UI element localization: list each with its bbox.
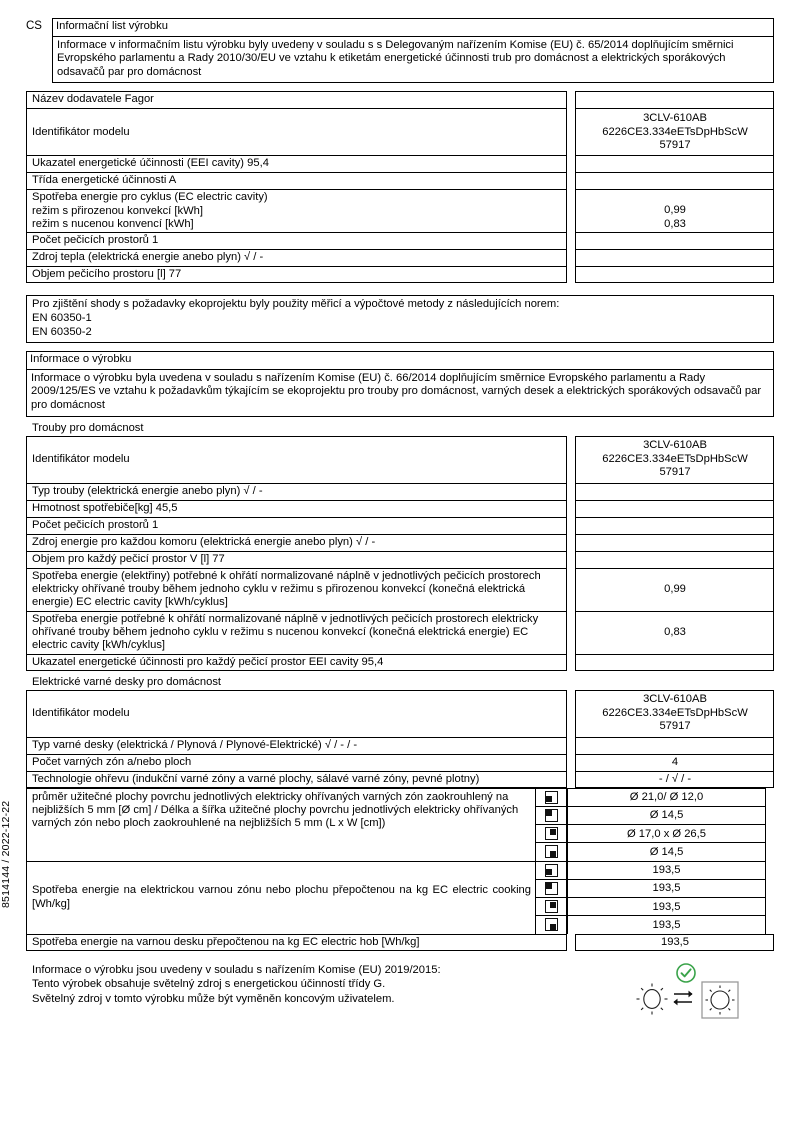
zone-icon-cell bbox=[535, 897, 567, 915]
diameter-value: Ø 21,0/ Ø 12,0 bbox=[567, 788, 766, 806]
zone-bottom-right-icon bbox=[545, 845, 558, 858]
oven-cavities-value-cell bbox=[575, 517, 774, 534]
volume-value-cell bbox=[575, 266, 774, 283]
forced-convection-value: 0,83 bbox=[664, 217, 686, 230]
oven-natural-convection-value: 0,99 bbox=[575, 568, 774, 611]
fiche-table-hobs bbox=[26, 690, 774, 788]
header-title: Informační list výrobku bbox=[52, 18, 774, 37]
model-line-2: 6226CE3.334eETsDpHbScW bbox=[602, 706, 748, 719]
exchange-arrows-icon bbox=[673, 990, 692, 1005]
oven-energy-source-value-cell bbox=[575, 534, 774, 551]
hob-total-section bbox=[26, 934, 774, 951]
zone-bottom-right-icon bbox=[545, 918, 558, 931]
consumption-line-3: režim s nucenou konvencí [kWh] bbox=[32, 218, 194, 231]
oven-forced-convection-label: Spotřeba energie potřebné k ohřátí normalizované náplně v jednotlivých pečicích prostorech elektricky ohřívané trouby během jednoho cyklu v režimu s nucenou konvekcí (konečná elektrická energie) EC electric cavity [kWh/cyklus] bbox=[26, 611, 567, 654]
product-info-section-header bbox=[26, 351, 774, 416]
hob-model-identifier-label: Identifikátor modelu bbox=[26, 690, 567, 737]
document-code: 8514144 / 2022-12-22 bbox=[0, 800, 12, 908]
model-line-3: 57917 bbox=[659, 466, 691, 479]
zone-icon-cell bbox=[535, 824, 567, 842]
model-line-1: 3CLV-610AB bbox=[643, 693, 707, 706]
hob-model-identifier-value bbox=[575, 690, 774, 737]
column-gap bbox=[567, 934, 575, 951]
supplier-name-row: Název dodavatele Fagor bbox=[26, 91, 567, 108]
zone-icon-column-cooking bbox=[535, 861, 567, 934]
zone-icon-cell bbox=[535, 842, 567, 860]
class-value-cell bbox=[575, 172, 774, 189]
energy-consumption-label bbox=[26, 189, 567, 232]
oven-energy-source-row: Zdroj energie pro každou komoru (elektrická energie anebo plyn) √ / - bbox=[26, 534, 567, 551]
hob-diameter-section bbox=[26, 788, 774, 861]
zone-icon-cell bbox=[535, 915, 567, 933]
model-line-3: 57917 bbox=[659, 720, 691, 733]
zone-icon-cell bbox=[535, 788, 567, 806]
oven-type-row: Typ trouby (elektrická energie anebo plyn) √ / - bbox=[26, 483, 567, 500]
oven-volume-value-cell bbox=[575, 551, 774, 568]
footer-line-3: Světelný zdroj v tomto výrobku může být vyměněn koncovým uživatelem. bbox=[32, 992, 395, 1005]
language-tag: CS bbox=[26, 20, 42, 32]
supplier-value-cell bbox=[575, 91, 774, 108]
product-info-paragraph: Informace o výrobku byla uvedena v souladu s nařízením Komise (EU) č. 66/2014 doplňujícím směrnice Evropského parlamentu a Rady 2009/125/ES ve vztahu k požadavkům týkajícím se ekoprojektu pro trouby pro domácnost, varných desek a elektrických sporákových odsavačů par pro domácnost bbox=[26, 370, 774, 417]
standard-en-60350-2: EN 60350-2 bbox=[32, 325, 92, 338]
oven-forced-convection-value: 0,83 bbox=[575, 611, 774, 654]
fiche-table-ovens bbox=[26, 436, 774, 671]
eei-cavity-row: Ukazatel energetické účinnosti (EEI cavity) 95,4 bbox=[26, 155, 567, 172]
cooking-value: 193,5 bbox=[567, 879, 766, 897]
oven-type-value-cell bbox=[575, 483, 774, 500]
lamp-icon-left bbox=[637, 983, 668, 1014]
eei-value-cell bbox=[575, 155, 774, 172]
cooking-value: 193,5 bbox=[567, 915, 766, 933]
hob-zones-count-row: Počet varných zón a/nebo ploch bbox=[26, 754, 567, 771]
hob-total-label: Spotřeba energie na varnou desku přepočtenou na kg EC electric hob [Wh/kg] bbox=[26, 934, 567, 951]
cavities-value-cell bbox=[575, 232, 774, 249]
hob-cooking-label: Spotřeba energie na elektrickou varnou zónu nebo plochu přepočtenou na kg EC electric cooking [Wh/kg] bbox=[26, 861, 535, 934]
model-line-2: 6226CE3.334eETsDpHbScW bbox=[602, 452, 748, 465]
footer-line-2: Tento výrobek obsahuje světelný zdroj s energetickou účinností třídy G. bbox=[32, 978, 386, 991]
hobs-section-label: Elektrické varné desky pro domácnost bbox=[32, 675, 222, 688]
hob-technology-value: - / √ / - bbox=[575, 771, 774, 788]
hob-diameter-label: průměr užitečné plochy povrchu jednotlivých elektricky ohřívaných varných zón zaokrouhlený na nejbližších 5 mm [Ø cm] / Délka a šířka užitečné plochy povrchu jednotlivých elektricky ohřívaných varných zón nebo ploch zaokrouhlené na nejbližších 5 mm (L x W [cm]) bbox=[26, 788, 535, 861]
cavity-volume-row: Objem pečicího prostoru [l] 77 bbox=[26, 266, 567, 283]
hob-total-value: 193,5 bbox=[575, 934, 774, 951]
hob-type-value-cell bbox=[575, 737, 774, 754]
cooking-value: 193,5 bbox=[567, 861, 766, 879]
diameter-value: Ø 17,0 x Ø 26,5 bbox=[567, 824, 766, 842]
model-line-3: 57917 bbox=[659, 139, 691, 152]
standards-intro: Pro zjištění shody s požadavky ekoprojektu byly použity měřicí a výpočtové metody z následujících norem: bbox=[32, 298, 560, 311]
zone-top-right-icon bbox=[545, 827, 558, 840]
oven-natural-convection-label: Spotřeba energie (elektřiny) potřebné k ohřátí normalizované náplně v jednotlivých pečicích prostorech elektricky ohřívané trouby během jednoho cyklu v režimu s přirozenou konvekcí (konečná elektrická energie) EC electric cavity [kWh/cyklus] bbox=[26, 568, 567, 611]
oven-cavities-row: Počet pečicích prostorů 1 bbox=[26, 517, 567, 534]
oven-weight-value-cell bbox=[575, 500, 774, 517]
consumption-line-1: Spotřeba energie pro cyklus (EC electric cavity) bbox=[32, 191, 268, 204]
hob-cooking-values bbox=[567, 861, 766, 934]
column-gap bbox=[567, 436, 575, 671]
hob-technology-row: Technologie ohřevu (indukční varné zóny a varné plochy, sálavé varné zóny, pevné plotny) bbox=[26, 771, 567, 788]
cavities-count-row: Počet pečicích prostorů 1 bbox=[26, 232, 567, 249]
lamp-icon-right-boxed bbox=[702, 982, 738, 1018]
hob-diameter-values bbox=[567, 788, 766, 861]
diameter-value: Ø 14,5 bbox=[567, 842, 766, 860]
header-section bbox=[26, 18, 774, 83]
diameter-value: Ø 14,5 bbox=[567, 806, 766, 824]
zone-bottom-left-icon bbox=[545, 791, 558, 804]
fiche-table-1 bbox=[26, 91, 774, 283]
zone-icon-cell bbox=[535, 879, 567, 897]
model-line-2: 6226CE3.334eETsDpHbScW bbox=[602, 125, 748, 138]
document-body bbox=[26, 18, 774, 1023]
model-line-1: 3CLV-610AB bbox=[643, 111, 707, 124]
green-check-icon bbox=[677, 964, 695, 982]
model-line-1: 3CLV-610AB bbox=[643, 439, 707, 452]
footer-section bbox=[26, 963, 774, 1023]
model-identifier-label: Identifikátor modelu bbox=[26, 108, 567, 155]
heat-source-row: Zdroj tepla (elektrická energie anebo plyn) √ / - bbox=[26, 249, 567, 266]
zone-icon-column-diameter bbox=[535, 788, 567, 861]
hob-type-row: Typ varné desky (elektrická / Plynová / Plynové-Elektrické) √ / - / - bbox=[26, 737, 567, 754]
zone-top-left-icon bbox=[545, 882, 558, 895]
header-paragraph: Informace v informačním listu výrobku byly uvedeny v souladu s s Delegovaným nařízením Komise (EU) č. 65/2014 doplňujícím směrnici Evropského parlamentu a Rady 2010/30/EU ve vztahu k etiketám energetické účinnosti trub pro domácnost a elektrických sporákových odsavačů par pro domácnost bbox=[52, 37, 774, 84]
zone-icon-cell bbox=[535, 806, 567, 824]
column-gap bbox=[567, 690, 575, 788]
natural-convection-value: 0,99 bbox=[664, 204, 686, 217]
light-source-icon-group bbox=[614, 963, 774, 1023]
heat-source-value-cell bbox=[575, 249, 774, 266]
consumption-values-cell bbox=[575, 189, 774, 232]
replaceable-light-source-icon bbox=[624, 963, 764, 1021]
consumption-line-2: režim s přirozenou konvekcí [kWh] bbox=[32, 204, 203, 217]
hob-cooking-section bbox=[26, 861, 774, 934]
cooking-value: 193,5 bbox=[567, 897, 766, 915]
oven-eei-row: Ukazatel energetické účinnosti pro každý pečicí prostor EEI cavity 95,4 bbox=[26, 654, 567, 671]
oven-model-identifier-label: Identifikátor modelu bbox=[26, 436, 567, 483]
footer-text bbox=[32, 963, 614, 1007]
zone-bottom-left-icon bbox=[545, 864, 558, 877]
zone-icon-cell bbox=[535, 861, 567, 879]
zone-top-right-icon bbox=[545, 900, 558, 913]
model-identifier-value bbox=[575, 108, 774, 155]
product-info-title: Informace o výrobku bbox=[26, 351, 774, 370]
zone-top-left-icon bbox=[545, 809, 558, 822]
oven-volume-row: Objem pro každý pečicí prostor V [l] 77 bbox=[26, 551, 567, 568]
oven-weight-row: Hmotnost spotřebiče[kg] 45,5 bbox=[26, 500, 567, 517]
oven-model-identifier-value bbox=[575, 436, 774, 483]
column-gap bbox=[567, 91, 575, 283]
energy-class-row: Třída energetické účinnosti A bbox=[26, 172, 567, 189]
standards-block bbox=[26, 295, 774, 343]
standard-en-60350-1: EN 60350-1 bbox=[32, 311, 92, 324]
ovens-section-label: Trouby pro domácnost bbox=[32, 421, 144, 434]
hob-zones-count-value: 4 bbox=[575, 754, 774, 771]
footer-line-1: Informace o výrobku jsou uvedeny v souladu s nařízením Komise (EU) 2019/2015: bbox=[32, 963, 441, 976]
oven-eei-value-cell bbox=[575, 654, 774, 671]
